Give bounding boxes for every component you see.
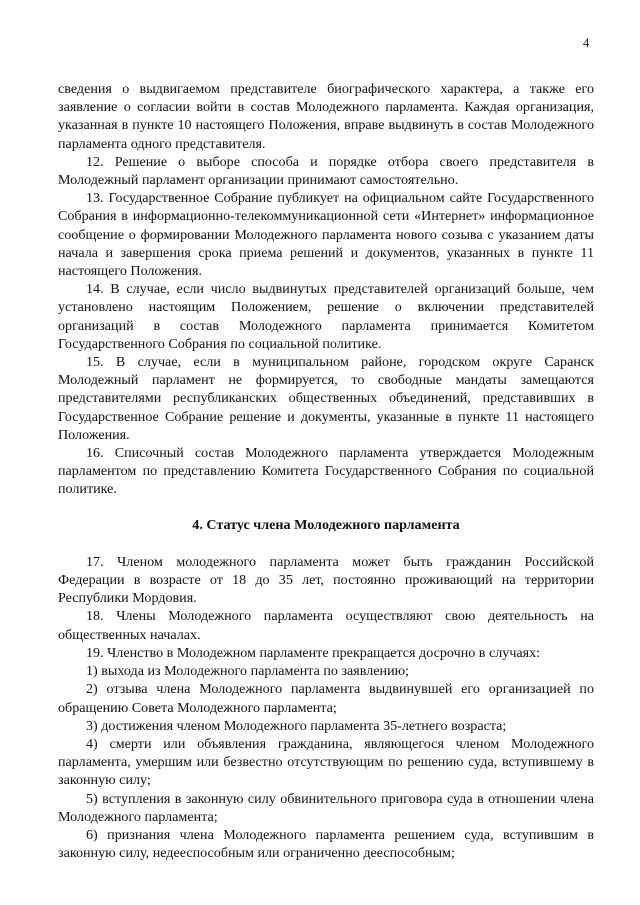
list-item-2: 2) отзыва члена Молодежного парламента выдвинувшей его организацией по обращению Совета Молодежного парламента;: [58, 681, 594, 716]
paragraph-15: 15. В случае, если в муниципальном районе, городском округе Саранск Молодежный парламент не формируется, то свободные мандаты замещаются представителями республиканских общественных объединений, представивших в Государственное Собрание решение и документы, указанные в пункте 11 настоящего Положения.: [58, 354, 594, 443]
paragraph-12: 12. Решение о выборе способа и порядке отбора своего представителя в Молодежный парламент организации принимают самостоятельно.: [58, 153, 594, 189]
list-item-5: 5) вступления в законную силу обвинительного приговора суда в отношении члена Молодежного парламента;: [58, 790, 594, 825]
section-heading: 4. Статус члена Молодежного парламента: [192, 516, 460, 533]
list-item-3: 3) достижения членом Молодежного парламента 35-летнего возраста;: [86, 717, 507, 734]
paragraph-17: 17. Членом молодежного парламента может быть гражданин Российской Федерации в возрасте от 18 до 35 лет, постоянно проживающий на территории Республики Мордовия.: [58, 553, 594, 607]
list-item-1: 1) выхода из Молодежного парламента по заявлению;: [86, 663, 410, 680]
paragraph-13: 13. Государственное Собрание публикует на официальном сайте Государственного Собрания в информационно-телекоммуникационной сети «Интернет» информационное сообщение о формировании Молодежного парламента нового созыва с указанием даты начала и завершения срока приема решений и документов, указанных в пункте 11 настоящего Положения.: [58, 190, 594, 280]
list-item-6: 6) признания члена Молодежного парламента решением суда, вступившим в законную силу, недееспособным или ограниченно дееспособным;: [58, 826, 594, 862]
paragraph-continuation: сведения о выдвигаемом представителе биографического характера, а также его заявление о согласии войти в состав Молодежного парламента. Каждая организация, указанная в пункте 10 настоящего Положения, вправе выдвинуть в состав Молодежного парламента одного представителя.: [58, 81, 594, 152]
page-number: 4: [583, 36, 590, 50]
paragraph-18: 18. Члены Молодежного парламента осуществляют свою деятельность на общественных началах.: [58, 608, 594, 643]
document-body: [58, 80, 594, 862]
paragraph-14: 14. В случае, если число выдвинутых представителей организаций больше, чем установлено настоящим Положением, решение о включении представителей организаций в состав Молодежного парламента принимается Комитетом Государственного Собрания по социальной политике.: [58, 281, 594, 352]
paragraph-19: 19. Членство в Молодежном парламенте прекращается досрочно в случаях:: [86, 644, 541, 661]
list-item-4: 4) смерти или объявления гражданина, являющегося членом Молодежного парламента, умершим или безвестно отсутствующим по решению суда, вступившему в законную силу;: [58, 735, 594, 789]
paragraph-16: 16. Списочный состав Молодежного парламента утверждается Молодежным парламентом по представлению Комитета Государственного Собрания по социальной политике.: [58, 445, 594, 498]
